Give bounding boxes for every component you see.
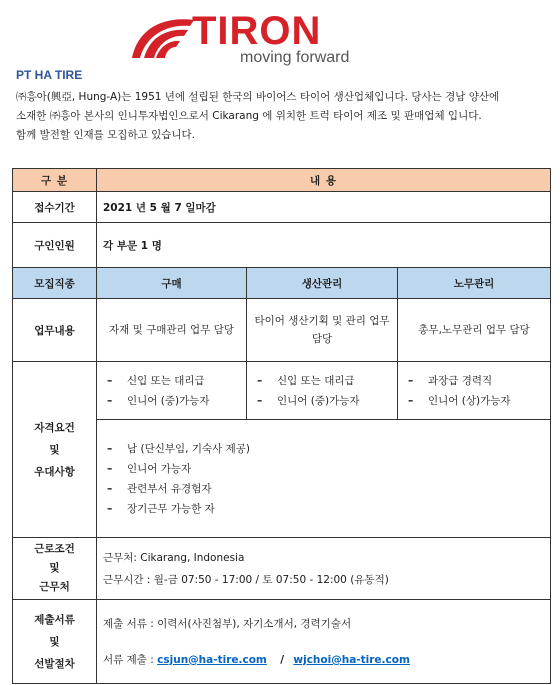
headcount-row (13, 223, 551, 268)
intro-line: ㈜흥아(興亞, Hung-A)는 1951 년에 설립된 한국의 바이어스 타이어 생산업체입니다. 당사는 경남 양산에 (16, 91, 500, 103)
table-header-row (13, 169, 551, 192)
documents-label-line: 및 (49, 635, 60, 648)
positions-row (13, 268, 551, 299)
submit-prefix: 서류 제출 : (103, 653, 154, 666)
list-item: – 인니어 가능자 (107, 459, 544, 479)
list-item: – 장기근무 가능한 자 (107, 499, 544, 519)
documents-required: 제출 서류 : 이력서(사진첨부), 자기소개서, 경력기술서 (103, 617, 352, 630)
documents-value (97, 600, 551, 684)
tiron-logo (128, 10, 390, 68)
deadline-label: 접수기간 (13, 192, 97, 223)
category-header: 구 분 (13, 169, 97, 192)
qualification-label-line: 자격요건 (34, 421, 75, 434)
email-link-wjchoi[interactable]: wjchoi@ha-tire.com (293, 653, 410, 666)
documents-label (13, 600, 97, 684)
work-place: 근무처: Cikarang, Indonesia (103, 551, 245, 564)
intro-line: 함께 발전할 인재를 모집하고 있습니다. (16, 129, 195, 141)
documents-submit (103, 649, 544, 671)
intro-line: 소재한 ㈜흥아 본사의 인니투자법인으로서 Cikarang 에 위치한 트럭 타이어 제조 및 판매업체 입니다. (16, 110, 482, 122)
qualification-label (13, 362, 97, 538)
headcount-label: 구인인원 (13, 223, 97, 268)
deadline-value: 2021 년 5 월 7 일마감 (97, 192, 551, 223)
work-label-line: 및 (49, 562, 60, 574)
positions-label: 모집직종 (13, 268, 97, 299)
deadline-row (13, 192, 551, 223)
position-labor: 노무관리 (398, 268, 551, 299)
qualification-production (247, 362, 398, 420)
list-item: – 관련부서 유경험자 (107, 479, 544, 499)
tire-tread-icon (128, 14, 198, 60)
brand-tagline: moving forward (240, 49, 350, 66)
list-item: – 신입 또는 대리급 (107, 371, 240, 391)
work-conditions-value (97, 538, 551, 600)
qualification-specific-row (13, 362, 551, 420)
duty-labor: 총무,노무관리 업무 담당 (398, 299, 551, 362)
duty-purchasing: 자재 및 구매관리 업무 담당 (97, 299, 247, 362)
duties-label: 업무내용 (13, 299, 97, 362)
work-hours: 근무시간 : 월-금 07:50 - 17:00 / 토 07:50 - 12:00 (유동적) (103, 573, 389, 586)
position-purchasing: 구매 (97, 268, 247, 299)
intro-paragraph (16, 88, 552, 145)
work-conditions-row (13, 538, 551, 600)
headcount-value: 각 부문 1 명 (97, 223, 551, 268)
work-label-line: 근로조건 (34, 543, 75, 555)
duties-row (13, 299, 551, 362)
documents-label-line: 제출서류 (34, 613, 75, 626)
position-production: 생산관리 (247, 268, 398, 299)
list-item: – 신입 또는 대리급 (257, 371, 391, 391)
work-conditions-label (13, 538, 97, 600)
work-label-line: 근무처 (39, 581, 70, 593)
qualification-common (97, 420, 551, 538)
content-header: 내 용 (97, 169, 551, 192)
qualification-label-line: 및 (49, 443, 60, 456)
documents-label-line: 선발절차 (34, 657, 75, 670)
documents-row (13, 600, 551, 684)
brand-wordmark: TIRON (192, 9, 322, 53)
company-name: PT HA TIRE (16, 68, 83, 82)
list-item: – 과장급 경력직 (408, 371, 544, 391)
qualification-purchasing (97, 362, 247, 420)
qualification-labor (398, 362, 551, 420)
email-link-csjun[interactable]: csjun@ha-tire.com (157, 653, 267, 666)
list-item: – 인니어 (중)가능자 (257, 391, 391, 411)
list-item: – 인니어 (중)가능자 (107, 391, 240, 411)
qualification-label-line: 우대사항 (34, 465, 75, 478)
recruitment-table (12, 168, 551, 684)
list-item: – 남 (단신부임, 기숙사 제공) (107, 439, 544, 459)
list-item: – 인니어 (상)가능자 (408, 391, 544, 411)
email-separator: / (280, 653, 285, 666)
duty-production: 타이어 생산기획 및 관리 업무 담당 (247, 299, 398, 362)
